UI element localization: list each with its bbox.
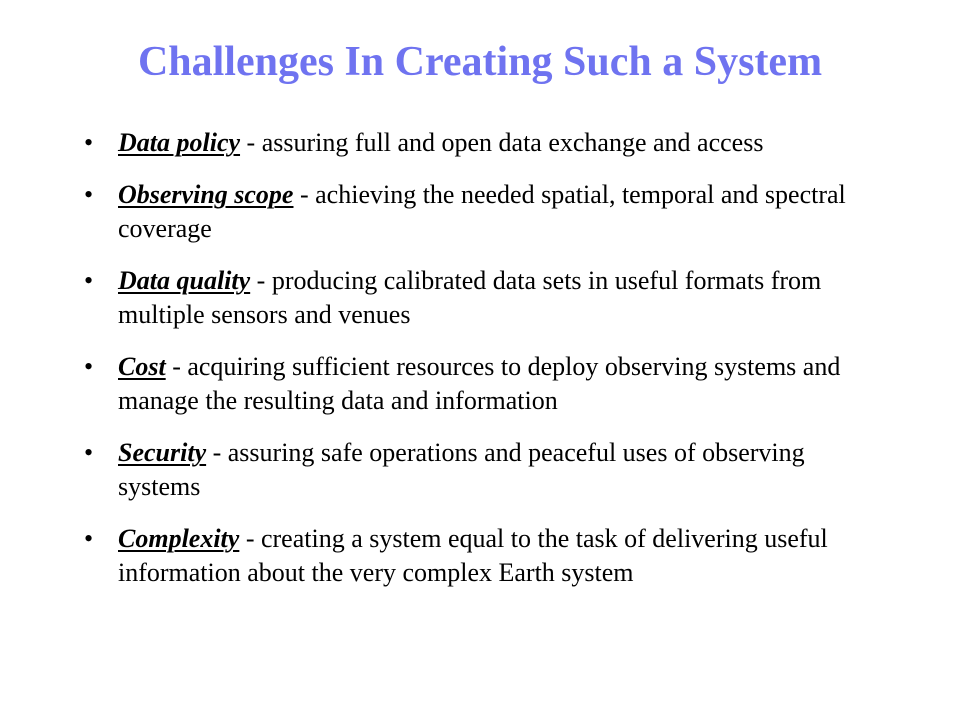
bullet-item-complexity [78, 522, 868, 590]
bullet-item-data-policy [78, 126, 868, 160]
bullet-dot-icon: • [84, 438, 94, 467]
bullet-description: - creating a system equal to the task of delivering useful information about the very complex Earth system [118, 524, 828, 587]
bullet-term: Data quality [118, 266, 251, 295]
bullet-description: - assuring safe operations and peaceful uses of observing systems [118, 438, 805, 501]
bullet-term: Observing scope [118, 180, 294, 209]
bullet-dot-icon: • [84, 180, 94, 209]
bullet-dot-icon: • [84, 266, 94, 295]
bullet-dot-icon: • [84, 524, 94, 553]
bullet-item-security [78, 436, 868, 504]
bullet-item-data-quality [78, 264, 868, 332]
bullet-term: Cost [118, 352, 166, 381]
bullet-description: - assuring full and open data exchange and access [240, 128, 764, 157]
bullet-description: - acquiring sufficient resources to deploy observing systems and manage the resulting data and information [118, 352, 841, 415]
bullet-dot-icon: • [84, 128, 94, 157]
bullet-dot-icon: • [84, 352, 94, 381]
bullet-term: Security [118, 438, 207, 467]
bullet-item-observing-scope [78, 178, 868, 246]
slide-title: Challenges In Creating Such a System [137, 39, 823, 85]
bullet-description: - producing calibrated data sets in useful formats from multiple sensors and venues [118, 266, 822, 329]
bullet-term: Data policy [118, 128, 241, 157]
bullet-description: - achieving the needed spatial, temporal and spectral coverage [118, 180, 846, 243]
bullet-term: Complexity [118, 524, 240, 553]
bullet-list [78, 126, 868, 608]
bullet-item-cost [78, 350, 868, 418]
